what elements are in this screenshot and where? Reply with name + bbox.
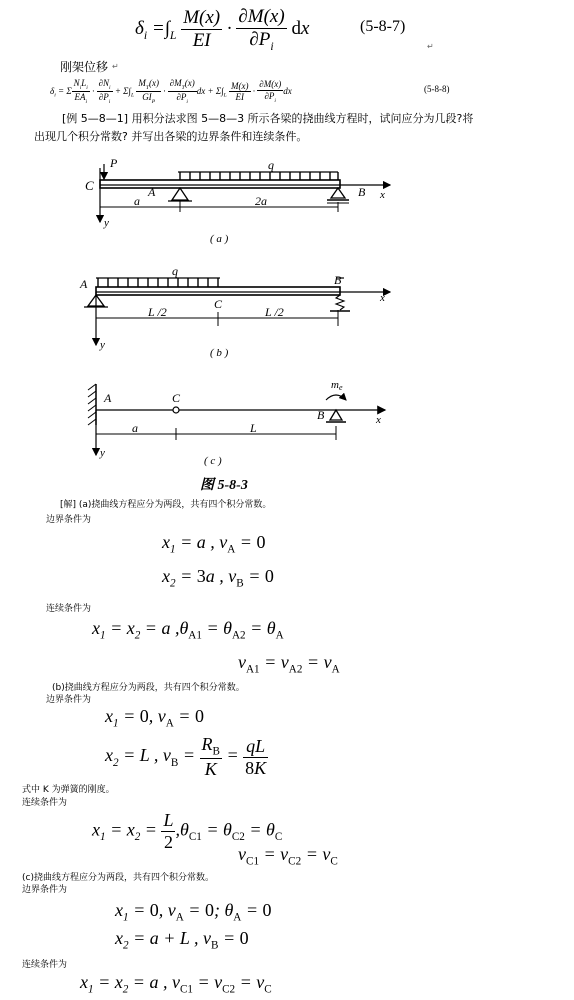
fig-b-label-q: q <box>172 264 178 278</box>
fig-b-label-y: y <box>100 339 105 351</box>
fig-b-label-B: B <box>334 273 342 287</box>
fig-a-label-x: x <box>380 189 385 201</box>
fig-b-label-x: x <box>380 292 385 304</box>
figure-c <box>88 379 385 493</box>
fig-a-caption: ( a ) <box>210 233 229 245</box>
return-mark: ↵ <box>112 62 119 71</box>
figure-b <box>79 264 390 359</box>
fig-c-label-C: C <box>172 391 181 405</box>
fig-c-label-A: A <box>104 391 112 405</box>
fig-b-label-A: A <box>80 277 88 291</box>
eq-b-continuity-2: $v_{C1} = v_{C2} = v_C$ <box>238 844 338 868</box>
k-note: 式中 K 为弹簧的刚度。 <box>22 785 115 795</box>
formula-5-8-8-number: (5-8-8) <box>424 84 450 94</box>
fig-b-label-C: C <box>214 297 223 311</box>
solution-b-continuity-label: 连续条件为 <box>22 798 68 808</box>
figure-5-8-3 <box>0 150 574 495</box>
figure-a <box>85 156 390 245</box>
figure-title: 图 5-8-3 <box>200 478 248 493</box>
solution-c-boundary-label: 边界条件为 <box>22 885 68 895</box>
solution-a-continuity-label: 连续条件为 <box>46 604 92 614</box>
example-line-2: 出现几个积分常数? 并写出各梁的边界条件和连续条件。 <box>34 130 308 143</box>
fig-c-label-B: B <box>317 408 325 422</box>
fig-a-label-C: C <box>85 178 94 193</box>
fig-b-caption: ( b ) <box>210 347 229 359</box>
eq-a-boundary-2: $x_2 = 3a$ , $v_B = 0$ <box>162 566 274 590</box>
eq-a-continuity-2: $v_{A1} = v_{A2} = v_A$ <box>238 652 340 676</box>
fig-c-label-y: y <box>100 447 105 459</box>
eq-b-continuity-1: $x_1 = x_2$ = $\frac{L}{2}$ $,\theta_{C1} = \theta_{C2} = \theta_C$ <box>92 810 283 852</box>
fig-b-label-L2-left: L /2 <box>148 305 167 319</box>
eq-c-boundary-1: $x_1 = 0$, $v_A = 0$; $\theta_A = 0$ <box>115 900 272 924</box>
eq-a-boundary-1: $x_1 = a$ , $v_A = 0$ <box>162 532 266 556</box>
formula-5-8-7-number: (5-8-7) <box>360 18 406 35</box>
solution-c-intro: (c)挠曲线方程应分为两段，共有四个积分常数。 <box>22 873 214 883</box>
solution-a-intro: [解] (a)挠曲线方程应分为两段，共有四个积分常数。 <box>60 500 272 510</box>
solution-c-continuity-label: 连续条件为 <box>22 960 68 970</box>
fig-a-label-A: A <box>148 185 156 199</box>
eq-c-continuity-1: $x_1 = x_2 = a$ , $v_{C1} = v_{C2} = v_C$ <box>80 972 272 996</box>
formula-5-8-7: $\delta_i =\int_L$ $\frac{M(x)}{EI}$ · $\frac{\partial M(x)}{\partial P_i}$ dx <box>135 6 310 53</box>
frame-heading: 刚架位移 <box>60 60 109 74</box>
fig-a-label-q: q <box>268 158 274 172</box>
solution-b-intro: (b)挠曲线方程应分为两段，共有四个积分常数。 <box>52 683 245 693</box>
fig-c-label-L: L <box>250 421 257 435</box>
fig-a-label-B: B <box>358 185 366 199</box>
fig-c-label-x: x <box>376 414 381 426</box>
solution-b-boundary-label: 边界条件为 <box>46 695 92 705</box>
eq-a-continuity-1: $x_1 = x_2 = a$ $,\theta_{A1} = \theta_{A2} = \theta_A$ <box>92 618 284 642</box>
fig-c-label-me: me <box>331 379 343 392</box>
eq-b-boundary-1: $x_1 = 0$, $v_A = 0$ <box>105 706 204 730</box>
fig-a-label-P: P <box>110 156 118 170</box>
return-mark: ↵ <box>427 42 434 51</box>
eq-b-boundary-2: $x_2 = L$ , $v_B$ = $\frac{R_B}{K}$ = $\frac{qL}{8K}$ <box>105 734 267 780</box>
fig-c-caption: ( c ) <box>204 455 222 467</box>
fig-a-label-2a: 2a <box>255 194 267 208</box>
example-line-1: [例 5—8—1] 用积分法求图 5—8—3 所示各梁的挠曲线方程时，试问应分为几段?将 <box>62 112 474 125</box>
fig-a-label-y: y <box>104 217 109 229</box>
eq-c-boundary-2: $x_2 = a + L$ , $v_B = 0$ <box>115 928 249 952</box>
fig-b-label-L2-right: L /2 <box>265 305 284 319</box>
fig-a-label-a: a <box>134 194 140 208</box>
formula-5-8-8: $\delta_i = \Sigma$ $\frac{N_iL_i}{EA_i}$ · $\frac{\partial N_i}{\partial P_i}$ + $\Sigma\int_L$ $\frac{M_T(x)}{GI_P}$ · $\frac{\partial M_T(x)}{\partial P_i}$ dx + $\Sigma\int_L$ $\frac{M(x)}{EI}$ · $\frac{\partial M(x)}{\partial P_i}$ dx <box>50 78 292 105</box>
fig-c-label-a: a <box>132 421 138 435</box>
solution-a-boundary-label: 边界条件为 <box>46 515 92 525</box>
